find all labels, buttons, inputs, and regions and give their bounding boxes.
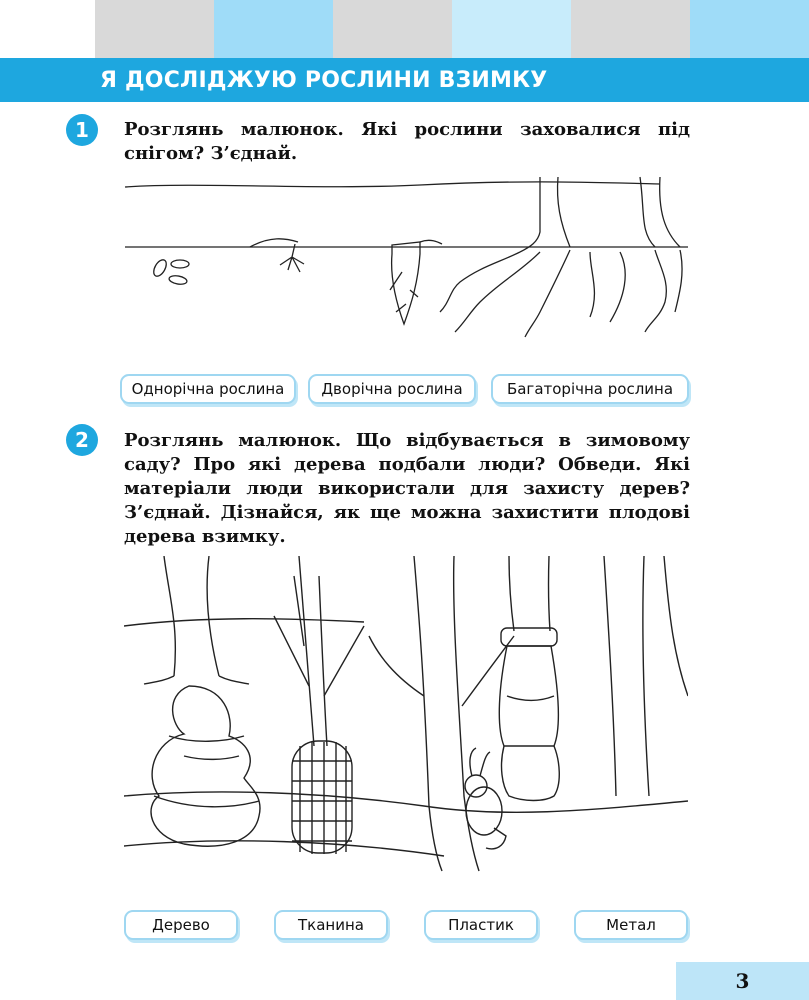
winter-garden-illustration [124, 556, 688, 886]
option-annual-plant[interactable]: Однорічна рослина [120, 374, 296, 404]
option-plastic[interactable]: Пластик [424, 910, 538, 940]
strip-segment [333, 0, 452, 58]
page-title-bar [0, 58, 809, 102]
strip-segment [571, 0, 690, 58]
page-title: Я ДОСЛІДЖУЮ РОСЛИНИ ВЗИМКУ [100, 67, 548, 93]
option-perennial-plant[interactable]: Багаторічна рослина [491, 374, 689, 404]
task-1-number: 1 [66, 114, 98, 146]
strip-segment [95, 0, 214, 58]
option-biennial-plant[interactable]: Дворічна рослина [308, 374, 476, 404]
strip-segment [690, 0, 809, 58]
task-1-text: Розглянь малюнок. Які рослини заховалися під снігом? З’єднай. [124, 119, 690, 164]
strip-segment [0, 0, 95, 58]
option-wood[interactable]: Дерево [124, 910, 238, 940]
option-fabric[interactable]: Тканина [274, 910, 388, 940]
task-2-text: Розглянь малюнок. Що відбувається в зимовому саду? Про які дерева подбали люди? Обведи. Які матеріали люди використали для захисту дерев? З’єднай. Дізнайся, як ще можна захистити плодові дерева взимку. [124, 430, 690, 547]
task-2-number: 2 [66, 424, 98, 456]
strip-segment [452, 0, 571, 58]
option-metal[interactable]: Метал [574, 910, 688, 940]
strip-segment [214, 0, 333, 58]
header-color-strip [0, 0, 809, 58]
underground-plants-illustration [120, 172, 690, 342]
page-number: 3 [676, 962, 809, 1000]
